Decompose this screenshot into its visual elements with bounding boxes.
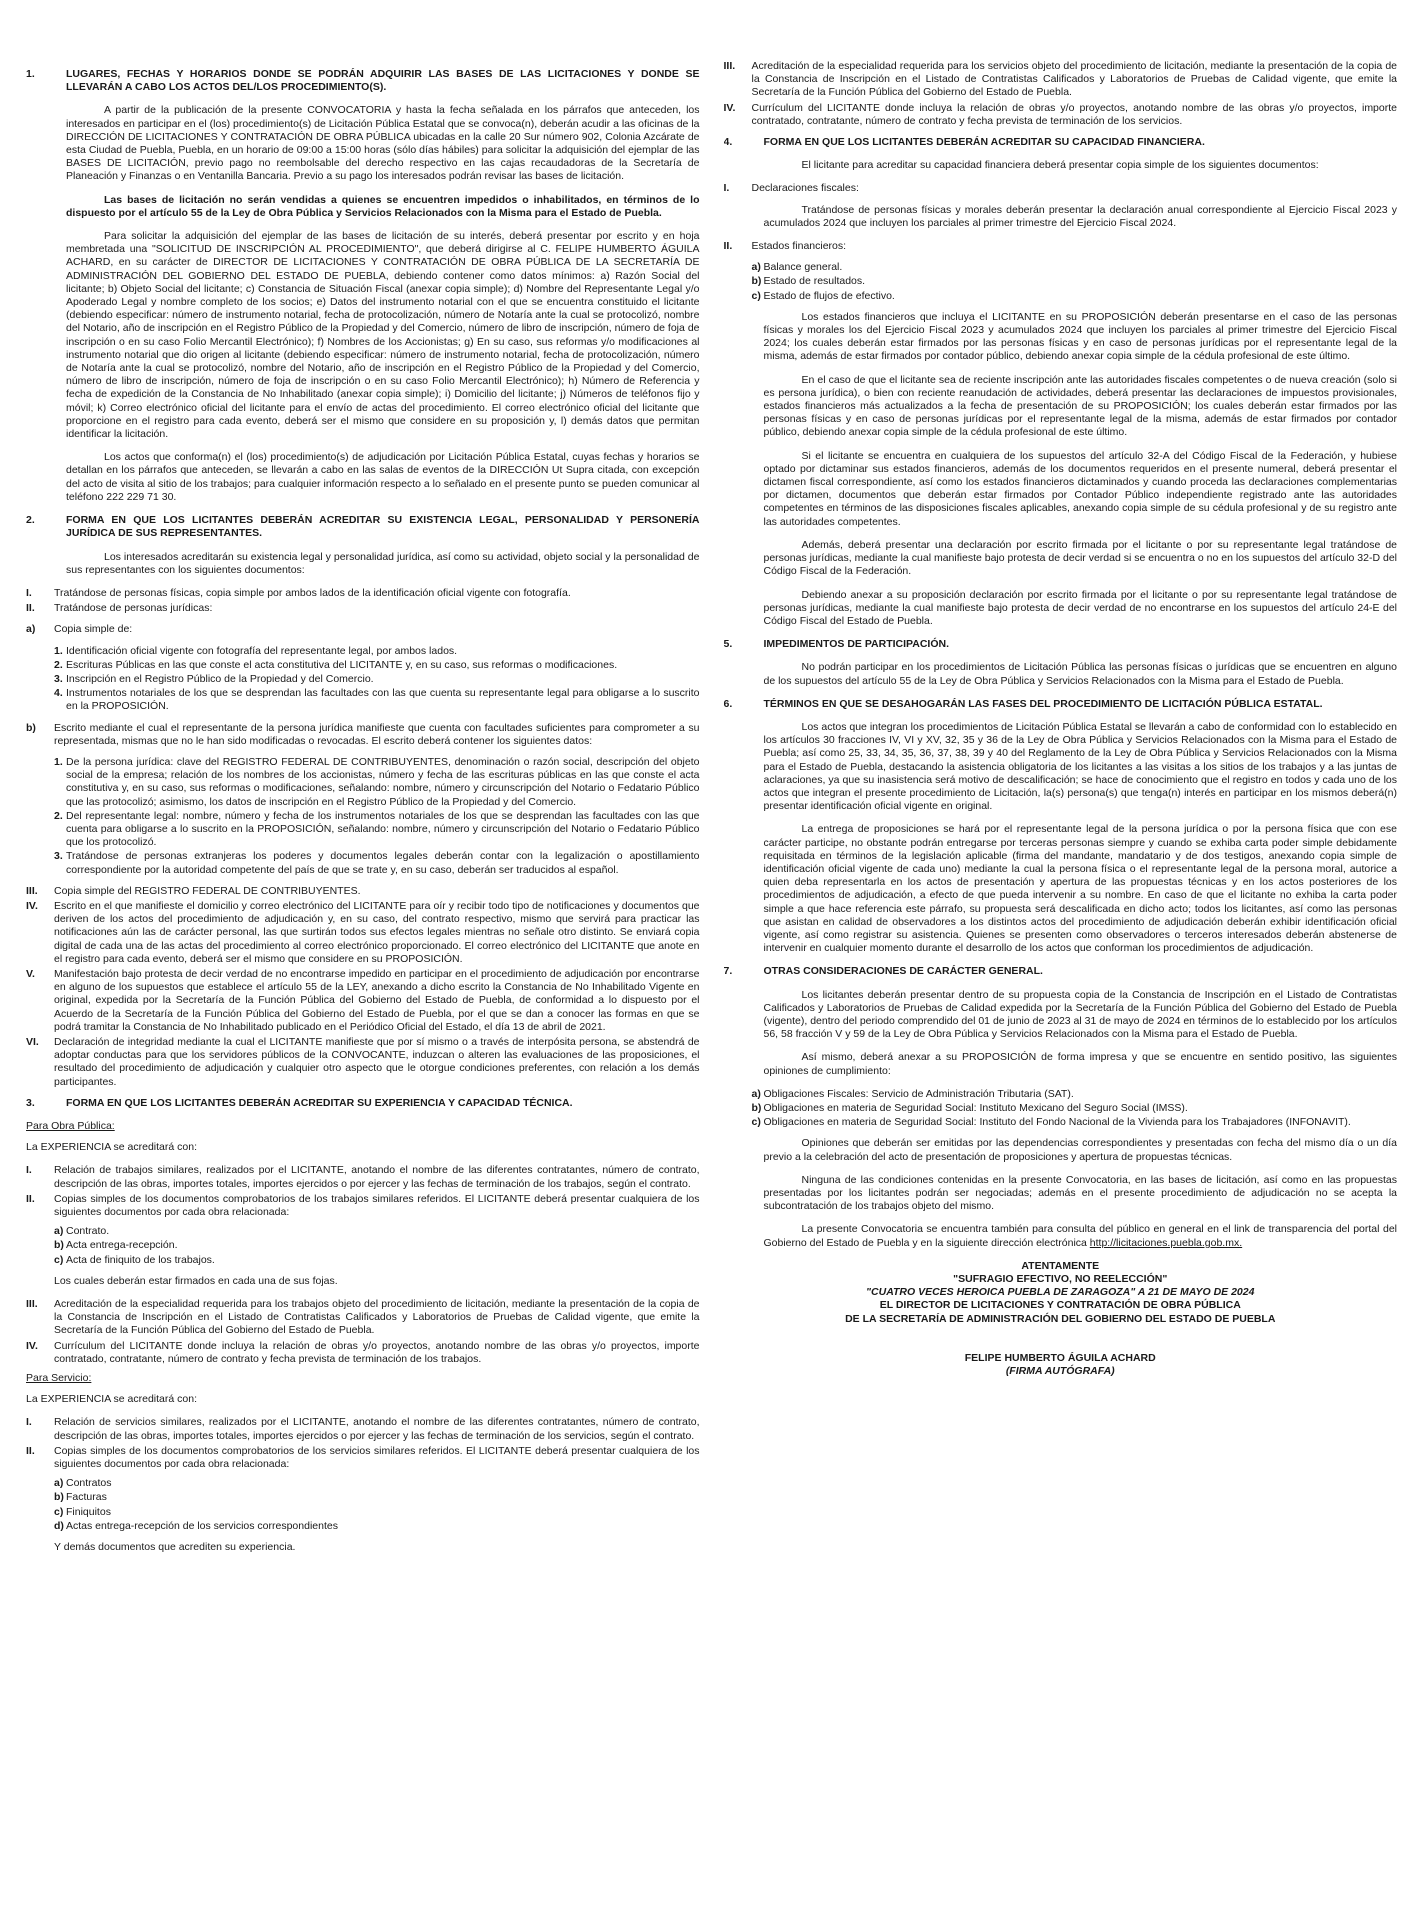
- section-number: 4.: [723, 136, 733, 149]
- list-item: c) Finiquitos: [54, 1505, 111, 1518]
- paragraph: Tratándose de personas físicas y morales deberán presentar la declaración anual correspondiente al Ejercicio Fiscal 2023 y acumulados 2024 que incluyen los parciales al primer trimestre del Ejercicio Fiscal 2024.: [763, 203, 1397, 229]
- list-item: II. Estados financieros:: [723, 240, 847, 253]
- section-title: LUGARES, FECHAS Y HORARIOS DONDE SE PODRÁN ADQUIRIR LAS BASES DE LAS LICITACIONES Y DONDE SE LLEVARÁN A CABO LOS ACTOS DEL/LOS PROCEDIMIENTO(S).: [66, 68, 700, 94]
- list-item: b) Facturas: [54, 1491, 107, 1504]
- list-item: 3. Tratándose de personas extranjeras los poderes y documentos legales deberán contar con la legalización o apostillamiento correspondiente por la autoridad competente del país de que se trate y, en su caso, deberán ser traducidos al español.: [54, 850, 700, 876]
- closing-role: EL DIRECTOR DE LICITACIONES Y CONTRATACIÓN DE OBRA PÚBLICA: [879, 1299, 1241, 1312]
- section-number: 7.: [723, 965, 733, 978]
- subheading-obra-publica: Para Obra Pública:: [26, 1120, 115, 1133]
- right-column: [724, 60, 1398, 1890]
- section-title: FORMA EN QUE LOS LICITANTES DEBERÁN ACREDITAR SU EXISTENCIA LEGAL, PERSONALIDAD Y PERSONERÍA JURÍDICA DE SUS REPRESENTANTES.: [66, 514, 700, 540]
- list-item: d) Actas entrega-recepción de los servicios correspondientes: [54, 1519, 338, 1532]
- paragraph: Opiniones que deberán ser emitidas por las dependencias correspondientes y presentadas con fecha del mismo día o un día previo a la celebración del acto de presentación de proposiciones y apertura de propuestas técnicas.: [763, 1137, 1397, 1163]
- list-item: III. Acreditación de la especialidad requerida para los servicios objeto del procedimiento de licitación, mediante la presentación de la copia de la Constancia de Inscripción en el Listado de Contratistas Calificados y Laboratorios de Pruebas de Calidad vigente, que emite la Secretaría de la Función Pública del Gobierno del Estado de Puebla.: [723, 60, 1397, 99]
- list-item: I. Relación de trabajos similares, realizados por el LICITANTE, anotando el nombre de las diferentes contratantes, número de contrato, descripción de las obras, importes totales, importes ejercidos o por ejercer y las fechas de terminación de los trabajos, según el contrato.: [26, 1164, 700, 1190]
- closing-place-date: "CUATRO VECES HEROICA PUEBLA DE ZARAGOZA" A 21 DE MAYO DE 2024: [866, 1286, 1255, 1299]
- subheading-servicio: Para Servicio:: [26, 1372, 92, 1385]
- list-item: I. Declaraciones fiscales:: [723, 182, 859, 195]
- section-title: FORMA EN QUE LOS LICITANTES DEBERÁN ACREDITAR SU EXPERIENCIA Y CAPACIDAD TÉCNICA.: [66, 1096, 573, 1109]
- paragraph: La presente Convocatoria se encuentra también para consulta del público en general en el link de transparencia del portal del Gobierno del Estado de Puebla y en la siguiente dirección electrónica http://licitaciones.puebla.gob.mx.: [763, 1223, 1397, 1249]
- section-5-heading: [724, 638, 1398, 651]
- closing-atentamente: ATENTAMENTE: [1021, 1259, 1100, 1272]
- paragraph: Además, deberá presentar una declaración por escrito firmada por el licitante o por su representante legal tratándose de personas jurídicas, mediante la cual manifieste bajo protesta de decir verdad si se encuentra o no en los supuestos del artículo 32-D del Código Fiscal de la Federación.: [763, 538, 1397, 578]
- paragraph: Así mismo, deberá anexar a su PROPOSICIÓN de forma impresa y que se encuentre en sentido positivo, las siguientes opiniones de cumplimiento:: [763, 1051, 1397, 1077]
- list-item: a) Contrato.: [54, 1225, 110, 1238]
- paragraph: Para solicitar la adquisición del ejemplar de las bases de licitación de su interés, deberá presentar por escrito y en hoja membretada una "SOLICITUD DE INSCRIPCIÓN AL PROCEDIMIENTO", que deberá dirigirse al C. FELIPE HUMBERTO ÁGUILA ACHARD, en su carácter de DIRECTOR DE LICITACIONES Y CONTRATACIÓN DE OBRA PÚBLICA DE LA SECRETARÍA DE ADMINISTRACIÓN DEL GOBIERNO DEL ESTADO DE PUEBLA, debiendo contener como datos mínimos: a) Razón Social del licitante; b) Objeto Social del licitante; c) Constancia de Situación Fiscal (anexar copia simple); d) Nombre del Representante Legal y/o Apoderado Legal y nombre completo de los socios; e) Datos del instrumento notarial con el que se encuentra constituido el licitante (debiendo especificar: número de instrumento notarial, fecha de protocolización, número de Notaría ante la cual se protocolizó, nombre del Notario, año de inscripción en el Registro Público de la Propiedad y del Comercio, número de libro de inscripción, número de foja de inscripción o en su caso Folio Mercantil Electrónico); f) Nombres de los Accionistas; g) En su caso, sus reformas y/o modificaciones al instrumento notarial que dio origen al licitante (debiendo especificar: número de instrumento notarial, fecha de protocolización, número de Notaría ante la cual se protocolizó, nombre del Notario, año de inscripción en el Registro Público de la Propiedad y del Comercio, número de libro de inscripción, número de foja de inscripción o en su caso Folio Mercantil Electrónico); h) Número de Referencia y fecha de expedición de la Constancia de No Inhabilitado (anexar copia simple); i) Domicilio del licitante; j) Números de teléfonos fijo y móvil; k) Correo electrónico oficial del licitante para el envío de actas del procedimiento. El correo electrónico oficial del licitante que proporcione en el registro para cada evento, deberá ser el mismo que considere en su proposición y, l) demás datos que permitan identificar la licitación.: [66, 230, 700, 441]
- section-number: 6.: [723, 697, 733, 710]
- paragraph: Los licitantes deberán presentar dentro de su propuesta copia de la Constancia de Inscripción en el Listado de Contratistas Calificados y Laboratorios de Pruebas de Calidad expedida por la Secretaría de la Función Pública del Gobierno del Estado de Puebla (vigente), dentro del periodo comprendido del 01 de junio de 2023 al 31 de mayo de 2024 en términos de lo establecido por los artículos 56, 58 fracción V y 59 de la Ley de Obra Pública y Servicios Relacionados con la Misma para el Estado de Puebla.: [763, 988, 1397, 1041]
- list-item: IV. Currículum del LICITANTE donde incluya la relación de obras y/o proyectos, anotando nombre de las obras y/o proyectos, importe contratado, contratante, número de contrato y fecha prevista de terminación de los trabajos.: [26, 1339, 700, 1365]
- list-item: c) Estado de flujos de efectivo.: [751, 289, 895, 302]
- paragraph: Si el licitante se encuentra en cualquiera de los supuestos del artículo 32-A del Código Fiscal de la Federación, y hubiese optado por dictaminar sus estados financieros, además de los documentos requeridos en el presente numeral, deberá presentar el dictamen fiscal correspondiente, así como los estados financieros dictaminados y cuando proceda las declaraciones complementarias por dictamen, documentos que deberán estar firmados por Contador Público independiente registrado ante las autoridades competentes en términos de las disposiciones fiscales aplicables, anexando copia simple de su cédula profesional y de su registro ante las autoridades competentes.: [763, 449, 1397, 528]
- section-title: FORMA EN QUE LOS LICITANTES DEBERÁN ACREDITAR SU CAPACIDAD FINANCIERA.: [763, 136, 1205, 149]
- section-number: 1.: [26, 68, 35, 80]
- list-item: a) Balance general.: [751, 261, 843, 274]
- section-6-heading: [724, 698, 1398, 711]
- list-item: IV. Currículum del LICITANTE donde incluya la relación de obras y/o proyectos, anotando nombre de las obras y/o proyectos, importe contratado, contratante, número de contrato y fecha prevista de terminación de los servicios.: [723, 101, 1397, 127]
- paragraph: Los actos que conforma(n) el (los) procedimiento(s) de adjudicación por Licitación Pública Estatal, cuyas fechas y horarios se detallan en los párrafos que anteceden, se llevarán a cabo en las salas de eventos de la DIRECCIÓN Ut Supra citada, con excepción del acto de visita al sitio de los trabajos; para cualquier información respecto a lo señalado en el presente punto se pueden comunicar al teléfono 222 229 71 30.: [66, 451, 700, 503]
- list-item: c) Obligaciones en materia de Seguridad Social: Instituto del Fondo Nacional de la Vivienda para los Trabajadores (INFONAVIT).: [751, 1116, 1351, 1129]
- list-item: I. Tratándose de personas físicas, copia simple por ambos lados de la identificación oficial vigente con fotografía.: [26, 586, 571, 599]
- paragraph: Ninguna de las condiciones contenidas en la presente Convocatoria, en las bases de licitación, así como en las propuestas presentadas por los licitantes podrán ser negociadas; además en el presente procedimiento de adjudicación no se acepta la subcontratación de los trabajos objeto del mismo.: [763, 1173, 1397, 1213]
- paragraph: Las bases de licitación no serán vendidas a quienes se encuentren impedidos o inhabilitados, en términos de lo dispuesto por el artículo 55 de la Ley de Obra Pública y Servicios Relacionados con la Misma para el Estado de Puebla.: [66, 193, 700, 219]
- paragraph: Los actos que integran los procedimientos de Licitación Pública Estatal se llevarán a cabo de conformidad con lo establecido en los artículos 30 fracciones IV, VI y XV, 32, 35 y 36 de la Ley de Obra Pública y Servicios Relacionados con la Misma para el Estado de Puebla; así como 25, 33, 34, 35, 36, 37, 38, 39 y 40 del Reglamento de la Ley de Obra Pública y Servicios Relacionados con la Misma para el Estado de Puebla, destacando la asistencia obligatoria de los licitantes a las visitas a los sitios de los trabajos y a las juntas de aclaraciones, ya que su inasistencia será motivo de descalificación; se hace de conocimiento que el registro en todos y cada uno de los actos que integran el presente procedimiento de Licitación, la(s) persona(s) que tenga(n) interés en participar en los mismos deberá(n) presentar identificación oficial vigente en original.: [763, 720, 1397, 813]
- section-number: 3.: [26, 1096, 35, 1109]
- list-item: b) Obligaciones en materia de Seguridad Social: Instituto Mexicano del Seguro Social (IMSS).: [751, 1102, 1188, 1114]
- list-item: 4. Instrumentos notariales de los que se desprendan las facultades con las que cuenta su representante legal para obligarse a lo suscrito en la PROPOSICIÓN.: [54, 687, 700, 713]
- list-item: 1. De la persona jurídica: clave del REGISTRO FEDERAL DE CONTRIBUYENTES, denominación o razón social, descripción del objeto social de la empresa; relación de los nombres de los accionistas, número y fecha de las escrituras públicas en las que conste el acta constitutiva y, en su caso, sus reformas o modificaciones, señalando: nombre, número y circunscripción del Notario o Fedatario Público que las protocolizó; asimismo, los datos de inscripción en el Registro Público de la Propiedad y del Comercio.: [54, 755, 700, 808]
- list-item: 2. Del representante legal: nombre, número y fecha de los instrumentos notariales de los que se desprendan las facultades con las que cuenta para obligarse a lo suscrito en la PROPOSICIÓN, señalando: nombre, número y circunscripción del Notario o Fedatario Público que los protocolizó.: [54, 809, 700, 849]
- left-column: [26, 60, 700, 1890]
- list-item: II. Copias simples de los documentos comprobatorios de los servicios similares referidos. El LICITANTE deberá presentar cualquiera de los siguientes documentos por cada obra relacionada:: [26, 1444, 700, 1471]
- paragraph: Y demás documentos que acrediten su experiencia.: [54, 1541, 296, 1554]
- list-item: b) Escrito mediante el cual el representante de la persona jurídica manifieste que cuenta con facultades suficientes para comprometer a su representada, mismas que no le han sido modificadas o revocadas. El escrito deberá contener los siguientes datos:: [26, 721, 700, 747]
- signatory-name: FELIPE HUMBERTO ÁGUILA ACHARD: [964, 1351, 1156, 1364]
- section-2-heading: [26, 514, 700, 540]
- section-3-heading: [26, 1097, 700, 1110]
- list-item: III. Copia simple del REGISTRO FEDERAL DE CONTRIBUYENTES.: [26, 884, 361, 897]
- paragraph: La EXPERIENCIA se acreditará con:: [26, 1141, 197, 1154]
- list-item: b) Acta entrega-recepción.: [54, 1239, 178, 1252]
- list-item: V. Manifestación bajo protesta de decir verdad de no encontrarse impedido en participar en el procedimiento de adjudicación por encontrarse en alguno de los supuestos que establece el artículo 55 de la LEY, anexando a dicho escrito la Constancia de No Inhabilitado Vigente en original, expedida por la Secretaría de la Función Pública del Gobierno del Estado de Puebla, de conformidad a lo dispuesto por el Acuerdo de la Secretaría de la Función Pública del Gobierno del Estado de Puebla, por el que se dan a conocer las formas en que se podrá tramitar la Constancia de No Inhabilitado publicado en el Periódico Oficial del Estado, el día 13 de abril de 2021.: [26, 967, 700, 1033]
- paragraph: En el caso de que el licitante sea de reciente inscripción ante las autoridades fiscales competentes o de nueva creación (solo si es persona jurídica), o bien con reciente reanudación de actividades, deberá presentar las declaraciones de impuestos provisionales, estados financieros más actualizados a la fecha de presentación de su PROPOSICIÓN; los cuales deberán estar firmados por las personas físicas y en caso de personas jurídicas por el representante legal de la misma, además de estar firmados por contador público, debiendo anexar copia simple de la cédula profesional de este último.: [763, 373, 1397, 439]
- list-item: 1. Identificación oficial vigente con fotografía del representante legal, por ambos lados.: [54, 644, 458, 657]
- paragraph: A partir de la publicación de la presente CONVOCATORIA y hasta la fecha señalada en los párrafos que anteceden, los interesados en participar en el (los) procedimiento(s) de Licitación Pública Estatal que se convoca(n), deberán acudir a las oficinas de la DIRECCIÓN DE LICITACIONES Y CONTRATACIÓN DE OBRA PÚBLICA ubicadas en la calle 20 Sur número 902, Colonia Azcárate de esta Ciudad de Puebla, Puebla, en un horario de 09:00 a 15:00 horas (sólo días hábiles) para solicitar la adquisición del ejemplar de las BASES DE LICITACIÓN, previo pago no reembolsable del derecho respectivo en las cajas recaudadoras de la Secretaría de Planeación y Finanzas o en Ventanilla Bancaria. Previo a su pago los interesados podrán revisar las bases de licitación.: [66, 104, 700, 183]
- section-4-heading: [724, 136, 1398, 149]
- list-item: II. Tratándose de personas jurídicas:: [26, 602, 213, 615]
- list-item: 2. Escrituras Públicas en las que conste el acta constitutiva del LICITANTE y, en su caso, sus reformas o modificaciones.: [54, 658, 618, 671]
- paragraph: La entrega de proposiciones se hará por el representante legal de la persona jurídica o por la persona física que con ese carácter participe, no obstante podrán entregarse por terceras personas siempre y cuando se exhiba carta poder simple debidamente requisitada en términos de la legislación aplicable (firma del mandante, mandatario y de dos testigos, anexando copia simple de identificación oficial vigente de cada uno) mediante la cual la persona física o el representante legal de la persona moral, autorice a quien deba representarla en los actos de presentación y apertura de las propuestas técnicas y en los actos posteriores de los procedimientos de adjudicación, a efecto de que pueda intervenir a su nombre. En caso de que el licitante no exhiba la carta poder simple a que hace referencia este párrafo, su propuesta será descalificada en dicho acto; todos los licitantes, así como las personas que asistan en calidad de observadores a los distintos actos del procedimiento de adjudicación deberán exhibir identificación oficial vigente, así como registrar su asistencia. Quienes se presenten como observadores o terceros interesados deberán abstenerse de intervenir en cualquier momento durante el desarrollo de los actos que conforman los procedimientos de adjudicación.: [763, 823, 1397, 955]
- paragraph: Los cuales deberán estar firmados en cada una de sus fojas.: [54, 1274, 338, 1287]
- paragraph: La EXPERIENCIA se acreditará con:: [26, 1393, 197, 1406]
- list-item: a) Copia simple de:: [26, 623, 133, 636]
- paragraph: No podrán participar en los procedimientos de Licitación Pública las personas físicas o jurídicas que se encuentren en alguno de los supuestos del artículo 55 de la Ley de Obra Pública y Servicios Relacionados con la Misma para el Estado de Puebla.: [763, 661, 1397, 687]
- section-7-heading: [724, 965, 1398, 978]
- section-title: IMPEDIMENTOS DE PARTICIPACIÓN.: [763, 638, 950, 651]
- list-item: a) Contratos: [54, 1477, 112, 1490]
- list-item: 3. Inscripción en el Registro Público de la Propiedad y del Comercio.: [54, 672, 374, 685]
- section-title: OTRAS CONSIDERACIONES DE CARÁCTER GENERAL.: [763, 965, 1043, 978]
- paragraph: El licitante para acreditar su capacidad financiera deberá presentar copia simple de los siguientes documentos:: [801, 159, 1319, 172]
- list-item: VI. Declaración de integridad mediante la cual el LICITANTE manifieste que por sí mismo o a través de interpósita persona, se abstendrá de adoptar conductas para que los servidores públicos de la CONVOCANTE, induzcan o alteren las evaluaciones de las proposiciones, el resultado del procedimiento de adjudicación y cualquier otro aspecto que le otorgue condiciones preferentes, con relación a los demás participantes.: [26, 1036, 700, 1088]
- section-title: TÉRMINOS EN QUE SE DESAHOGARÁN LAS FASES DEL PROCEDIMIENTO DE LICITACIÓN PÚBLICA ESTATAL.: [763, 697, 1323, 710]
- list-item: II. Copias simples de los documentos comprobatorios de los trabajos similares referidos. El LICITANTE deberá presentar cualquiera de los siguientes documentos por cada obra relacionada:: [26, 1192, 700, 1219]
- paragraph: Debiendo anexar a su proposición declaración por escrito firmada por el licitante o por su representante legal tratándose de personas jurídicas, mediante la cual manifieste bajo protesta de decir verdad de no encontrarse en los supuestos del artículo 24-E del Código Fiscal del Estado de Puebla.: [763, 588, 1397, 627]
- paragraph: Los interesados acreditarán su existencia legal y personalidad jurídica, así como su actividad, objeto social y la personalidad de sus representantes con los siguientes documentos:: [66, 550, 700, 576]
- paragraph: Los estados financieros que incluya el LICITANTE en su PROPOSICIÓN deberán presentarse en el caso de las personas físicas y morales los del Ejercicio Fiscal 2023 y acumulados 2024 que incluyen los parciales al primer trimestre del Ejercicio Fiscal 2024; los cuales deberán estar firmados por las personas físicas y en caso de personas jurídicas por el representante legal de la misma, además de estar firmados por contador público, debiendo anexar copia simple de la cédula profesional de este último.: [763, 310, 1397, 363]
- section-number: 2.: [26, 514, 35, 527]
- list-item: IV. Escrito en el que manifieste el domicilio y correo electrónico del LICITANTE para oír y recibir todo tipo de notificaciones y documentos que deriven de los actos del procedimiento de adjudicación y, en su caso, del contrato respectivo, mismo que servirá para practicar las notificaciones aún las de carácter personal, las que surtirán todos sus efectos legales mientras no señale otro distinto. Se enviará copia digital de cada una de las actas del procedimiento al correo electrónico proporcionado. El correo electrónico del LICITANTE que anote en el registro para cada evento, deberá ser el mismo que considere en su PROPOSICIÓN.: [26, 899, 700, 965]
- signature-note: (FIRMA AUTÓGRAFA): [1005, 1365, 1115, 1378]
- list-item: c) Acta de finiquito de los trabajos.: [54, 1253, 215, 1266]
- closing-role: DE LA SECRETARÍA DE ADMINISTRACIÓN DEL GOBIERNO DEL ESTADO DE PUEBLA: [845, 1312, 1276, 1325]
- list-item: I. Relación de servicios similares, realizados por el LICITANTE, anotando el nombre de las diferentes contratantes, número de contrato, descripción de las obras, importes totales, importes ejercidos o por ejercer y las fechas de terminación de los servicios, según el contrato.: [26, 1416, 700, 1442]
- list-item: b) Estado de resultados.: [751, 275, 866, 288]
- section-1-heading: [26, 68, 700, 94]
- section-number: 5.: [723, 638, 733, 651]
- transparency-link[interactable]: http://licitaciones.puebla.gob.mx.: [1089, 1236, 1243, 1249]
- list-item: a) Obligaciones Fiscales: Servicio de Administración Tributaria (SAT).: [751, 1087, 1074, 1100]
- closing-motto: "SUFRAGIO EFECTIVO, NO REELECCIÓN": [953, 1273, 1168, 1286]
- list-item: III. Acreditación de la especialidad requerida para los trabajos objeto del procedimiento de licitación, mediante la presentación de la copia de la Constancia de Inscripción en el Listado de Contratistas Calificados y Laboratorios de Pruebas de Calidad vigente, que emite la Secretaría de la Función Pública del Gobierno del Estado de Puebla.: [26, 1298, 700, 1337]
